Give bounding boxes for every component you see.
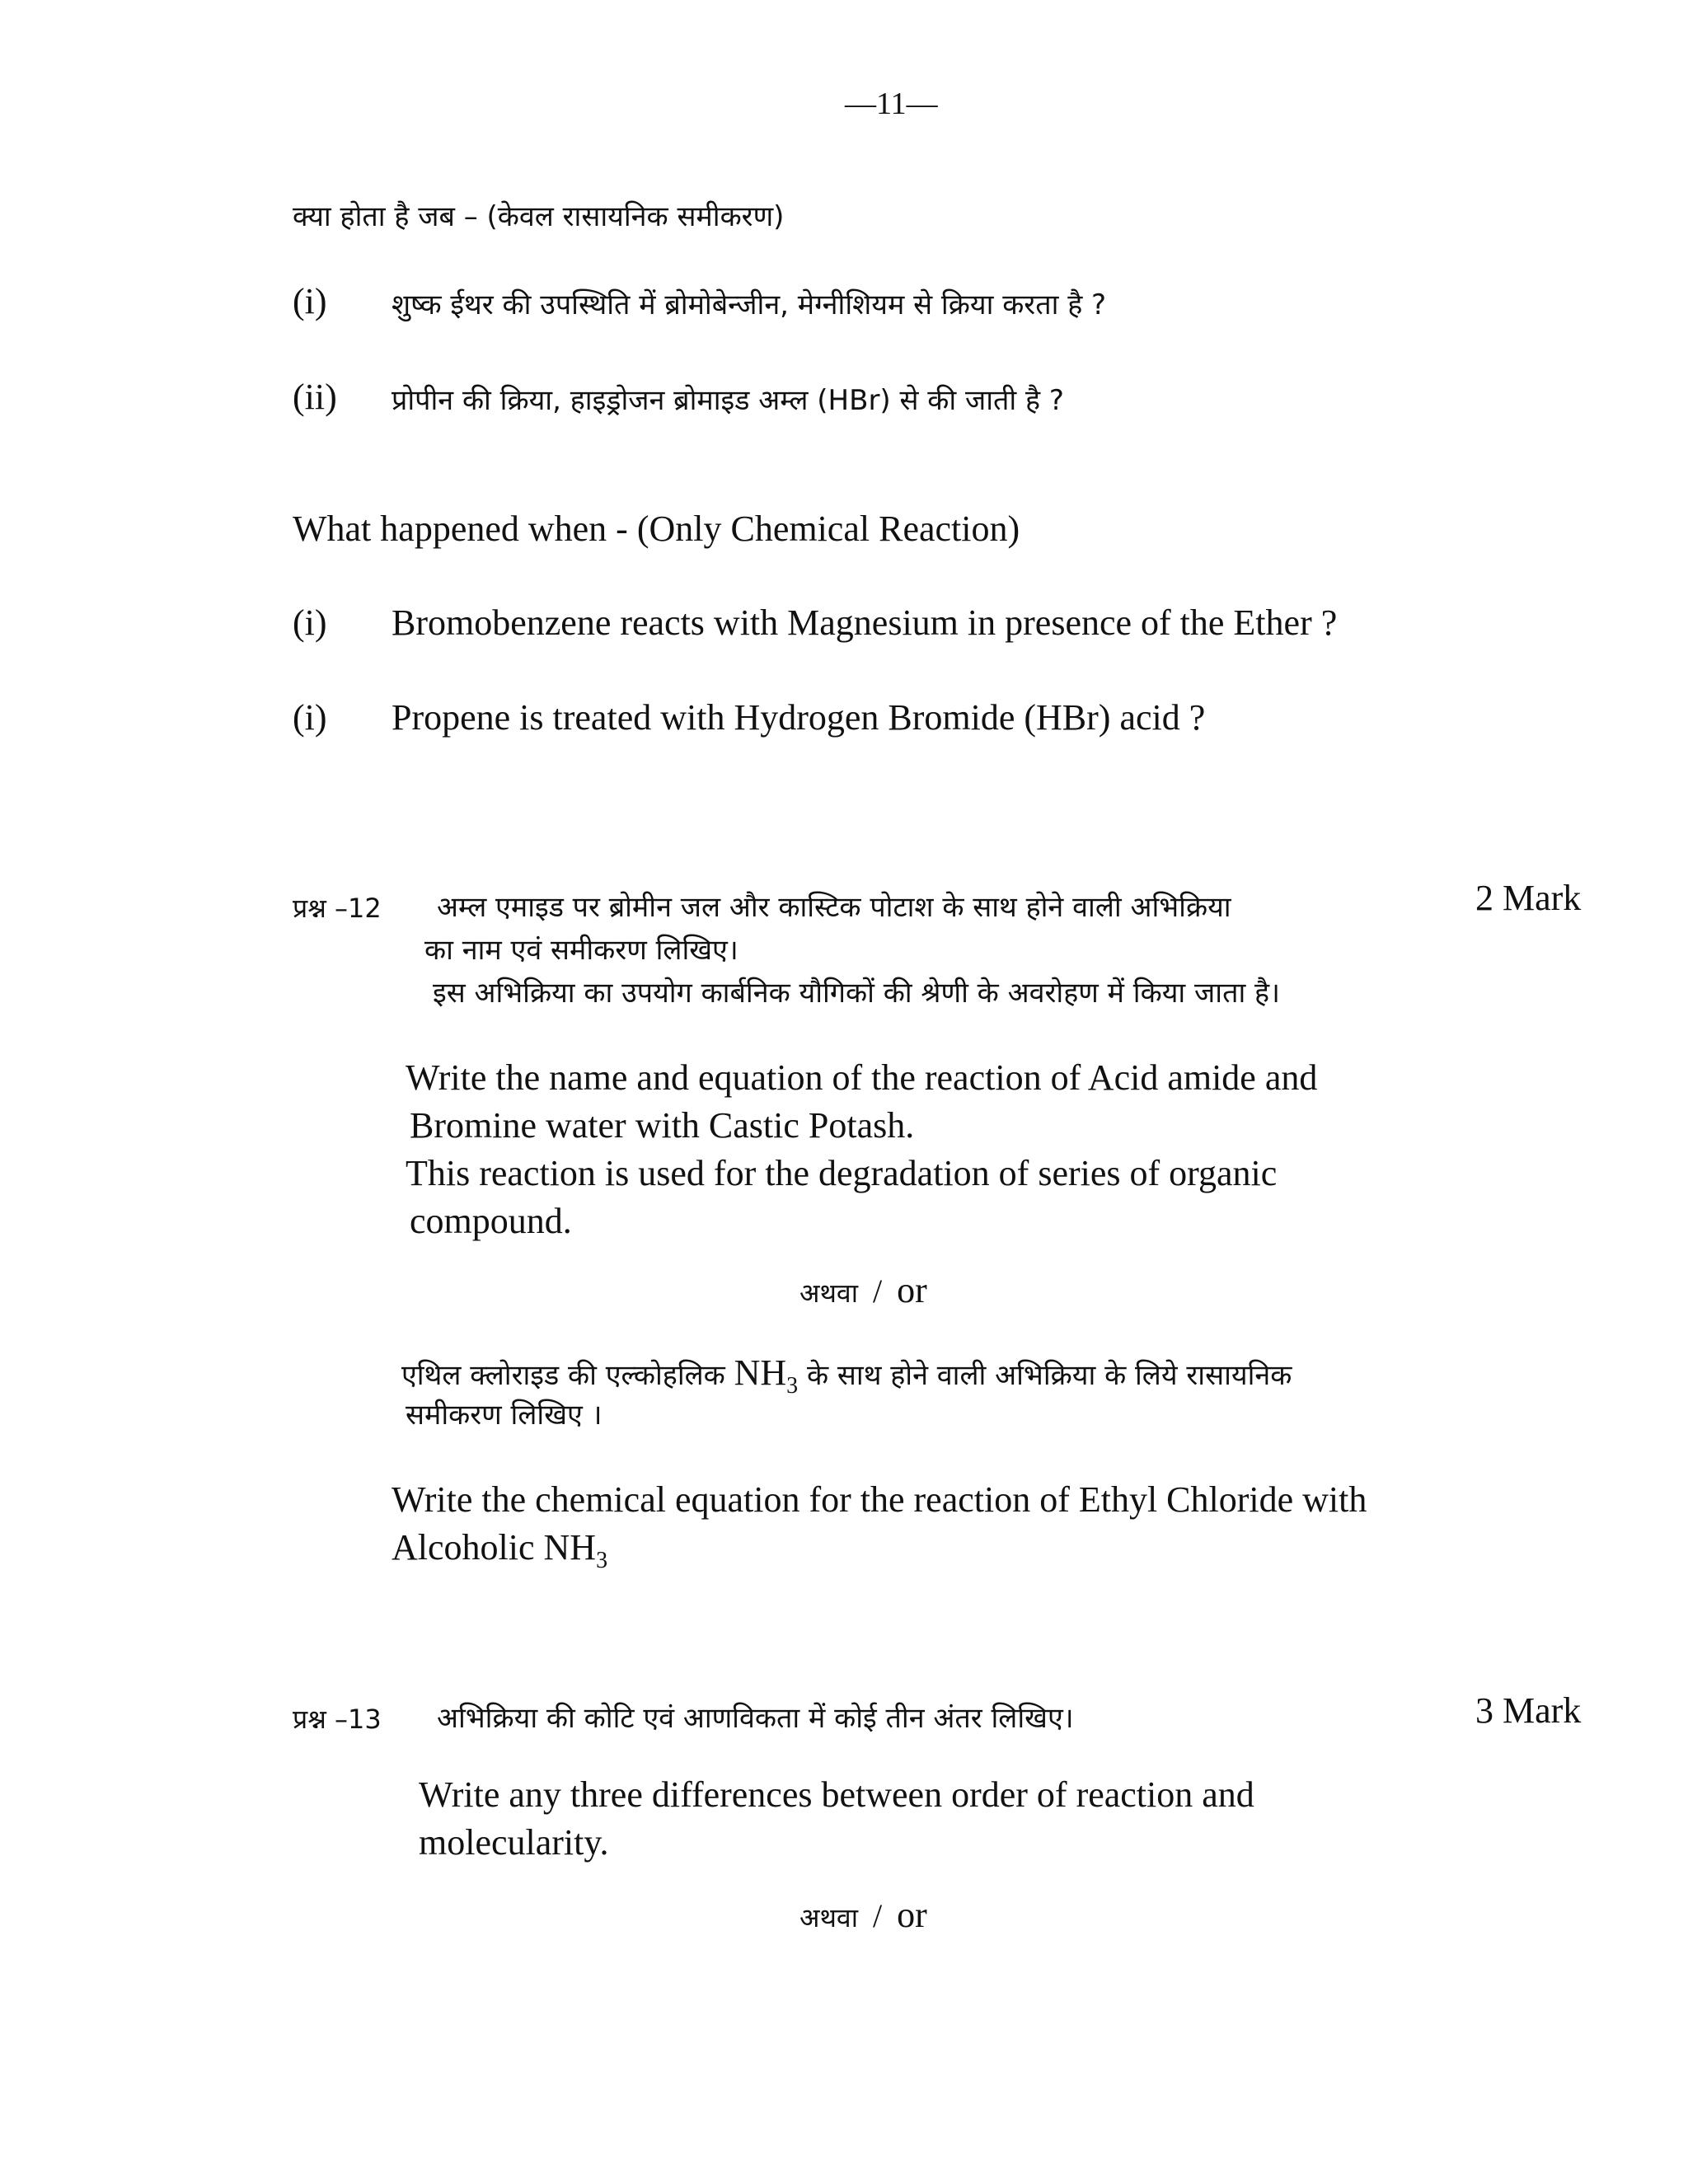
q12-alt-hindi-post: के साथ होने वाली अभिक्रिया के लिये रासायनिक	[806, 1359, 1292, 1392]
q12-marks: 2 Mark	[1475, 878, 1582, 918]
q11-english-part-2-label: (i)	[293, 697, 327, 738]
q11-english-part-2-text: Propene is treated with Hydrogen Bromide (HBr) acid ?	[392, 697, 1206, 738]
page-number: —11—	[845, 87, 938, 121]
q12-or-hindi: अथवा	[799, 1277, 858, 1309]
q11-hindi-heading: क्या होता है जब – (केवल रासायनिक समीकरण)	[293, 200, 785, 233]
q13-or-english: or	[897, 1895, 927, 1935]
q12-alt-hindi-pre: एथिल क्लोराइड की एल्कोहलिक	[401, 1359, 725, 1392]
q12-english-line-3: This reaction is used for the degradation of series of organic	[406, 1153, 1278, 1193]
q12-or-slash: /	[872, 1272, 883, 1310]
q12-or-english: or	[897, 1270, 927, 1310]
q13-or-slash: /	[872, 1897, 883, 1934]
q13-or-hindi: अथवा	[799, 1902, 858, 1933]
q12-or-separator	[799, 1269, 927, 1311]
q11-english-part-1-text: Bromobenzene reacts with Magnesium in presence of the Ether ?	[392, 602, 1338, 643]
q12-english-line-4: compound.	[410, 1201, 572, 1241]
q12-hindi-line-3: इस अभिक्रिया का उपयोग कार्बनिक यौगिकों की श्रेणी के अवरोहण में किया जाता है।	[433, 977, 1280, 1010]
q12-alt-hindi-line-2: समीकरण लिखिए ।	[406, 1399, 603, 1432]
q13-or-separator	[799, 1894, 927, 1936]
q12-english-line-2: Bromine water with Castic Potash.	[410, 1105, 915, 1146]
q11-hindi-part-2-text: प्रोपीन की क्रिया, हाइड्रोजन ब्रोमाइड अम्ल (HBr) से की जाती है ?	[392, 384, 1064, 417]
q12-alt-english-line-2: Alcoholic $NH_3$	[392, 1527, 608, 1573]
q11-hindi-part-1-label: (i)	[293, 281, 327, 321]
q12-label: प्रश्न –12	[293, 893, 382, 924]
q13-english-line-2: molecularity.	[419, 1822, 609, 1863]
q12-alt-hindi-formula: $NH_3$	[734, 1352, 799, 1399]
q12-alt-english-line-1: Write the chemical equation for the reaction of Ethyl Chloride with	[392, 1479, 1367, 1520]
q12-hindi-line-2: का नाम एवं समीकरण लिखिए।	[424, 934, 738, 967]
q12-alt-hindi-line-1	[401, 1352, 1292, 1399]
q13-marks: 3 Mark	[1475, 1690, 1582, 1731]
q11-hindi-part-1-text: शुष्क ईथर की उपस्थिति में ब्रोमोबेन्जीन, मेग्नीशियम से क्रिया करता है ?	[392, 288, 1107, 321]
q11-hindi-part-2-label: (ii)	[293, 377, 337, 417]
q12-english-line-1: Write the name and equation of the reaction of Acid amide and	[406, 1057, 1318, 1098]
q13-hindi-text: अभिक्रिया की कोटि एवं आणविकता में कोई तीन अंतर लिखिए।	[437, 1702, 1074, 1735]
q13-english-line-1: Write any three differences between order of reaction and	[419, 1774, 1254, 1815]
q11-english-heading: What happened when - (Only Chemical Reaction)	[293, 509, 1020, 549]
q12-hindi-line-1: अम्ल एमाइड पर ब्रोमीन जल और कास्टिक पोटाश के साथ होने वाली अभिक्रिया	[437, 891, 1231, 924]
q11-english-part-1-label: (i)	[293, 602, 327, 643]
q13-label: प्रश्न –13	[293, 1704, 382, 1735]
